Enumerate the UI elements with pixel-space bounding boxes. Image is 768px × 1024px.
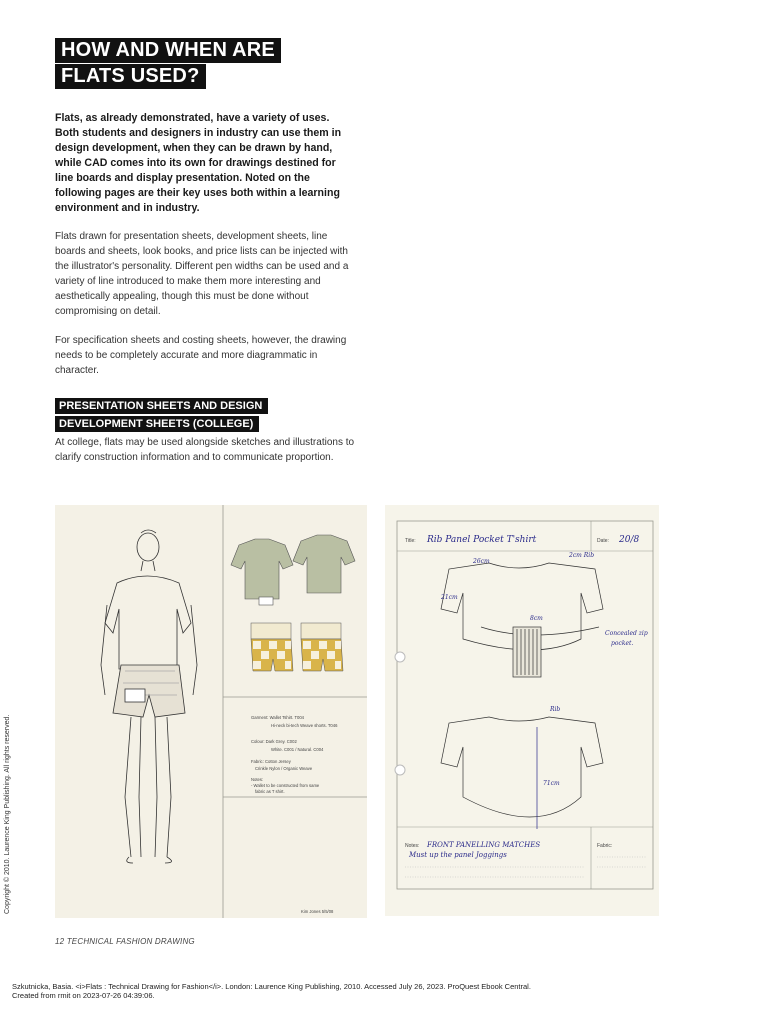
- dev-notes-line-2: Must up the panel Joggings: [409, 851, 507, 859]
- spec-notes: Notes:: [251, 777, 264, 782]
- spec-garment: Garment: Wallet Tshirt. T004: [251, 715, 304, 720]
- dev-title-label: Title:: [405, 538, 416, 544]
- presentation-sheet-drawing: [55, 505, 367, 918]
- spec-fabric: Fabric: Cotton Jersey: [251, 759, 291, 764]
- tshirt-flats: [231, 535, 355, 605]
- dev-note-1: Concealed zip: [605, 630, 648, 637]
- dev-length: 71cm: [543, 780, 560, 787]
- citation-footer: [12, 982, 531, 1000]
- checked-shorts-flats: [251, 623, 343, 671]
- section-heading-line-2: DEVELOPMENT SHEETS (COLLEGE): [55, 416, 259, 432]
- intro-paragraph: Flats, as already demonstrated, have a variety of uses. Both students and designers in industry can use them in design development, when they can be drawn by hand, while CAD comes into its own for drawings destined for line boards and display presentation. Noted on the following pages are their key uses both within a learning environment and in industry.: [55, 112, 342, 214]
- dev-date-label: Date:: [597, 538, 609, 544]
- page-caption: 12 TECHNICAL FASHION DRAWING: [55, 937, 195, 946]
- spec-colour: Colour: Dark Grey. C002: [251, 739, 297, 744]
- spec-garment-2: Hi-neck bi-tech Weave shorts. T046: [271, 723, 338, 728]
- spec-notes-2: - Wallet to be constructed from same: [251, 783, 320, 788]
- dev-measure-3: 21cm: [441, 594, 458, 601]
- tshirt-front-flat: [441, 563, 603, 677]
- presentation-sheet-image: [55, 505, 367, 918]
- dev-notes-label: Notes:: [405, 843, 420, 849]
- tshirt-back-flat: [441, 717, 603, 829]
- spec-credit: Kim Jones 5/5/08: [301, 909, 334, 914]
- dev-measure-4: 8cm: [530, 615, 543, 622]
- dev-rib-label: Rib: [550, 706, 561, 713]
- fashion-figure-sketch: [101, 530, 197, 863]
- citation-line-2: Created from rmit on 2023-07-26 04:39:06.: [12, 991, 155, 1000]
- dev-date-value: 20/8: [619, 535, 640, 545]
- dev-notes-line-1: FRONT PANELLING MATCHES: [427, 841, 541, 849]
- page-title-line-2: FLATS USED?: [55, 64, 206, 89]
- spec-notes-3: fabric as T shirt.: [255, 789, 285, 794]
- section-paragraph: At college, flats may be used alongside sketches and illustrations to clarify construction information and to communicate proportion.: [55, 437, 355, 463]
- dev-measure-1: 26cm: [473, 558, 490, 565]
- section-heading-line-1: PRESENTATION SHEETS AND DESIGN: [55, 398, 268, 414]
- body-paragraph-1: Flats drawn for presentation sheets, development sheets, line boards and sheets, look books, and price lists can be injected with the illustrator's personality. Different pen widths can be used and a variety of line introduced to make them more interesting and aesthetically appealing, though this must be done without compromising on detail.: [55, 231, 349, 317]
- dev-title-value: Rib Panel Pocket T'shirt: [427, 535, 537, 545]
- body-paragraph-2: For specification sheets and costing sheets, however, the drawing needs to be completely accurate and more diagrammatic in character.: [55, 335, 347, 376]
- dev-fabric-label: Fabric:: [597, 843, 613, 849]
- dev-note-2: pocket.: [611, 640, 634, 647]
- dev-measure-2: 2cm Rib: [569, 552, 595, 559]
- citation-line-1: Szkutnicka, Basia. <i>Flats : Technical Drawing for Fashion</i>. London: Laurence King Publishing, 2010. Accessed July 26, 2023. ProQuest Ebook Central.: [12, 982, 531, 991]
- copyright-notice: Copyright © 2010. Laurence King Publishing. All rights reserved.: [4, 714, 11, 914]
- development-sheet-drawing: [385, 505, 659, 916]
- spec-fabric-2: Crinkle Nylon / Organic Weave: [255, 766, 313, 771]
- development-sheet-image: [385, 505, 659, 916]
- page-title-line-1: HOW AND WHEN ARE: [55, 38, 281, 63]
- spec-colour-2: White. C001 / Natural. C004: [271, 747, 324, 752]
